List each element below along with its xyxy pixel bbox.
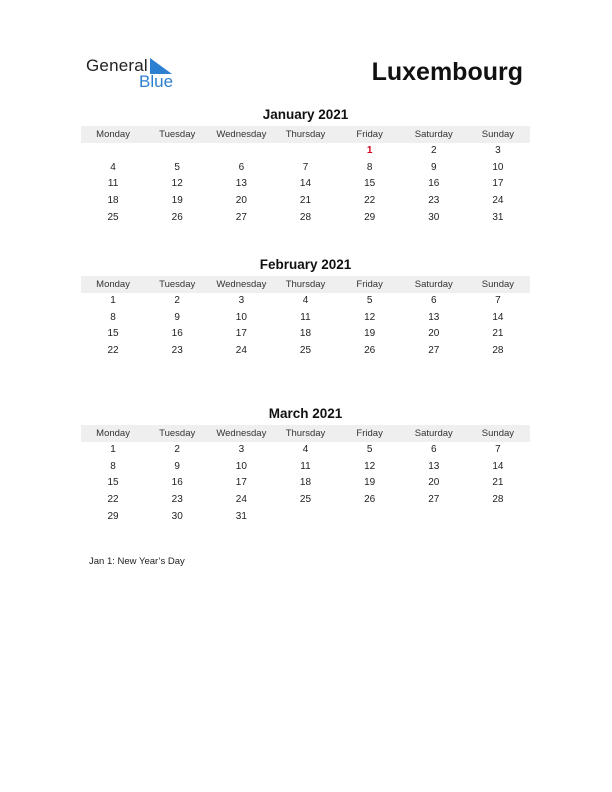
week-row bbox=[81, 160, 530, 177]
day-cell: 6 bbox=[430, 444, 437, 455]
day-cell: 22 bbox=[107, 494, 119, 506]
day-cell: 28 bbox=[299, 211, 312, 223]
day-cell: 3 bbox=[495, 145, 501, 156]
day-cell: 12 bbox=[364, 460, 376, 472]
day-cell bbox=[209, 143, 273, 160]
day-cell: 28 bbox=[492, 494, 504, 506]
day-cell: 13 bbox=[428, 311, 440, 323]
day-cell: 26 bbox=[364, 345, 376, 357]
week-row bbox=[81, 343, 530, 360]
weekday-label: Friday bbox=[356, 129, 383, 140]
day-cell: 15 bbox=[107, 328, 119, 340]
day-cell: 23 bbox=[428, 195, 440, 207]
day-cell: 21 bbox=[492, 328, 504, 340]
day-cell: 14 bbox=[492, 311, 504, 323]
week-row bbox=[81, 475, 530, 492]
day-cell: 24 bbox=[235, 494, 247, 506]
month-title: January 2021 bbox=[262, 107, 349, 122]
day-cell: 2 bbox=[174, 444, 180, 455]
month-title: February 2021 bbox=[259, 257, 352, 272]
weekday-header-row bbox=[81, 276, 530, 293]
weekday-label: Saturday bbox=[414, 279, 453, 290]
weekday-label: Friday bbox=[356, 279, 383, 290]
day-cell: 11 bbox=[107, 178, 119, 190]
day-cell: 23 bbox=[171, 345, 183, 357]
day-cell: 18 bbox=[299, 328, 312, 340]
week-row bbox=[81, 459, 530, 476]
weekday-label: Saturday bbox=[414, 129, 453, 140]
day-cell: 13 bbox=[428, 460, 440, 472]
day-cell: 20 bbox=[428, 477, 440, 489]
day-cell bbox=[338, 509, 402, 526]
week-row bbox=[81, 143, 530, 160]
day-cell: 14 bbox=[299, 178, 312, 190]
month-calendar bbox=[81, 405, 530, 525]
weekday-label: Friday bbox=[356, 428, 383, 439]
day-cell: 26 bbox=[171, 211, 183, 223]
day-cell: 1 bbox=[110, 444, 116, 455]
day-cell: 25 bbox=[299, 494, 312, 506]
day-cell: 24 bbox=[235, 345, 247, 357]
day-cell: 11 bbox=[300, 460, 311, 472]
week-row bbox=[81, 310, 530, 327]
country-title: Luxembourg bbox=[371, 58, 523, 86]
month-calendar bbox=[81, 256, 530, 360]
day-cell: 15 bbox=[364, 178, 376, 190]
logo-general-text: General bbox=[86, 56, 148, 75]
day-cell: 6 bbox=[430, 295, 437, 306]
day-cell: 10 bbox=[235, 460, 247, 472]
day-cell: 16 bbox=[171, 477, 183, 489]
day-cell: 31 bbox=[235, 510, 247, 522]
day-cell: 29 bbox=[364, 211, 376, 223]
day-cell: 2 bbox=[430, 145, 437, 156]
day-cell: 17 bbox=[235, 477, 247, 489]
day-cell: 16 bbox=[171, 328, 183, 340]
day-cell: 27 bbox=[428, 345, 440, 357]
weekday-label: Sunday bbox=[481, 428, 515, 439]
week-row bbox=[81, 509, 530, 526]
day-cell: 31 bbox=[492, 211, 504, 223]
day-cell: 27 bbox=[235, 211, 247, 223]
weekday-label: Tuesday bbox=[159, 129, 196, 140]
week-row bbox=[81, 210, 530, 227]
day-cell: 8 bbox=[366, 161, 373, 173]
day-cell: 14 bbox=[492, 460, 504, 472]
day-cell: 9 bbox=[174, 460, 180, 472]
day-cell: 5 bbox=[174, 161, 180, 173]
day-cell: 12 bbox=[171, 178, 183, 190]
weekday-label: Wednesday bbox=[216, 428, 267, 439]
day-cell: 4 bbox=[302, 444, 309, 455]
weekday-label: Tuesday bbox=[159, 279, 196, 290]
day-cell: 7 bbox=[495, 295, 501, 306]
day-cell: 20 bbox=[428, 328, 440, 340]
day-cell: 18 bbox=[107, 195, 119, 207]
weekday-label: Thursday bbox=[285, 428, 326, 439]
day-cell bbox=[466, 509, 530, 526]
day-cell: 25 bbox=[299, 345, 312, 357]
day-cell: 13 bbox=[235, 178, 247, 190]
day-cell: 4 bbox=[110, 161, 116, 173]
day-cell: 9 bbox=[430, 161, 437, 173]
weekday-header-row bbox=[81, 425, 530, 442]
day-cell: 7 bbox=[495, 444, 501, 455]
day-cell: 18 bbox=[299, 477, 312, 489]
day-cell: 6 bbox=[238, 161, 245, 173]
week-row bbox=[81, 193, 530, 210]
week-row bbox=[81, 442, 530, 459]
day-cell: 5 bbox=[366, 444, 373, 455]
day-cell: 8 bbox=[110, 460, 116, 472]
day-cell: 1 bbox=[110, 295, 116, 306]
day-cell bbox=[81, 143, 145, 160]
day-cell: 28 bbox=[492, 345, 504, 357]
day-cell: 22 bbox=[107, 345, 119, 357]
week-row bbox=[81, 492, 530, 509]
weekday-header-row bbox=[81, 126, 530, 143]
weekday-label: Monday bbox=[96, 428, 130, 439]
day-cell bbox=[273, 143, 337, 160]
day-cell: 10 bbox=[235, 311, 247, 323]
day-cell: 8 bbox=[110, 311, 116, 323]
day-cell: 22 bbox=[364, 195, 376, 207]
day-cell: 29 bbox=[107, 510, 119, 522]
day-cell: 21 bbox=[492, 477, 504, 489]
day-cell bbox=[402, 509, 466, 526]
weekday-label: Saturday bbox=[414, 428, 453, 439]
weekday-label: Wednesday bbox=[216, 129, 267, 140]
day-cell: 17 bbox=[235, 328, 247, 340]
day-cell: 24 bbox=[492, 195, 504, 207]
week-row bbox=[81, 326, 530, 343]
day-cell: 19 bbox=[364, 328, 376, 340]
day-cell: 20 bbox=[235, 195, 247, 207]
weekday-label: Monday bbox=[96, 279, 130, 290]
day-cell: 15 bbox=[107, 477, 119, 489]
brand-logo bbox=[86, 56, 186, 92]
day-cell: 25 bbox=[107, 211, 119, 223]
week-row bbox=[81, 293, 530, 310]
day-cell: 11 bbox=[300, 311, 311, 323]
day-cell: 3 bbox=[238, 444, 245, 455]
day-cell: 10 bbox=[492, 161, 504, 173]
day-cell: 9 bbox=[174, 311, 180, 323]
holiday-note: Jan 1: New Year’s Day bbox=[89, 556, 185, 567]
day-cell: 27 bbox=[428, 494, 440, 506]
month-title: March 2021 bbox=[268, 406, 343, 421]
day-cell: 16 bbox=[428, 178, 440, 190]
day-cell: 3 bbox=[238, 295, 245, 306]
weekday-label: Monday bbox=[96, 129, 130, 140]
day-cell bbox=[145, 143, 209, 160]
day-cell: 19 bbox=[171, 195, 183, 207]
day-cell: 30 bbox=[428, 211, 440, 223]
day-cell: 4 bbox=[302, 295, 309, 306]
day-cell: 17 bbox=[492, 178, 504, 190]
day-cell: 19 bbox=[364, 477, 376, 489]
day-cell: 12 bbox=[364, 311, 376, 323]
day-cell: 30 bbox=[171, 510, 183, 522]
day-cell: 2 bbox=[174, 295, 180, 306]
weekday-label: Thursday bbox=[285, 129, 326, 140]
day-cell: 23 bbox=[171, 494, 183, 506]
weekday-label: Wednesday bbox=[216, 279, 267, 290]
month-calendar bbox=[81, 106, 530, 226]
holiday-day-cell: 1 bbox=[366, 145, 373, 156]
day-cell bbox=[273, 509, 337, 526]
weekday-label: Sunday bbox=[481, 279, 515, 290]
day-cell: 5 bbox=[366, 295, 373, 306]
holiday-notes bbox=[89, 556, 185, 567]
day-cell: 21 bbox=[299, 195, 312, 207]
day-cell: 26 bbox=[364, 494, 376, 506]
week-row bbox=[81, 176, 530, 193]
weekday-label: Sunday bbox=[481, 129, 515, 140]
weekday-label: Tuesday bbox=[159, 428, 196, 439]
logo-blue-text: Blue bbox=[139, 72, 174, 91]
weekday-label: Thursday bbox=[285, 279, 326, 290]
day-cell: 7 bbox=[302, 161, 309, 173]
